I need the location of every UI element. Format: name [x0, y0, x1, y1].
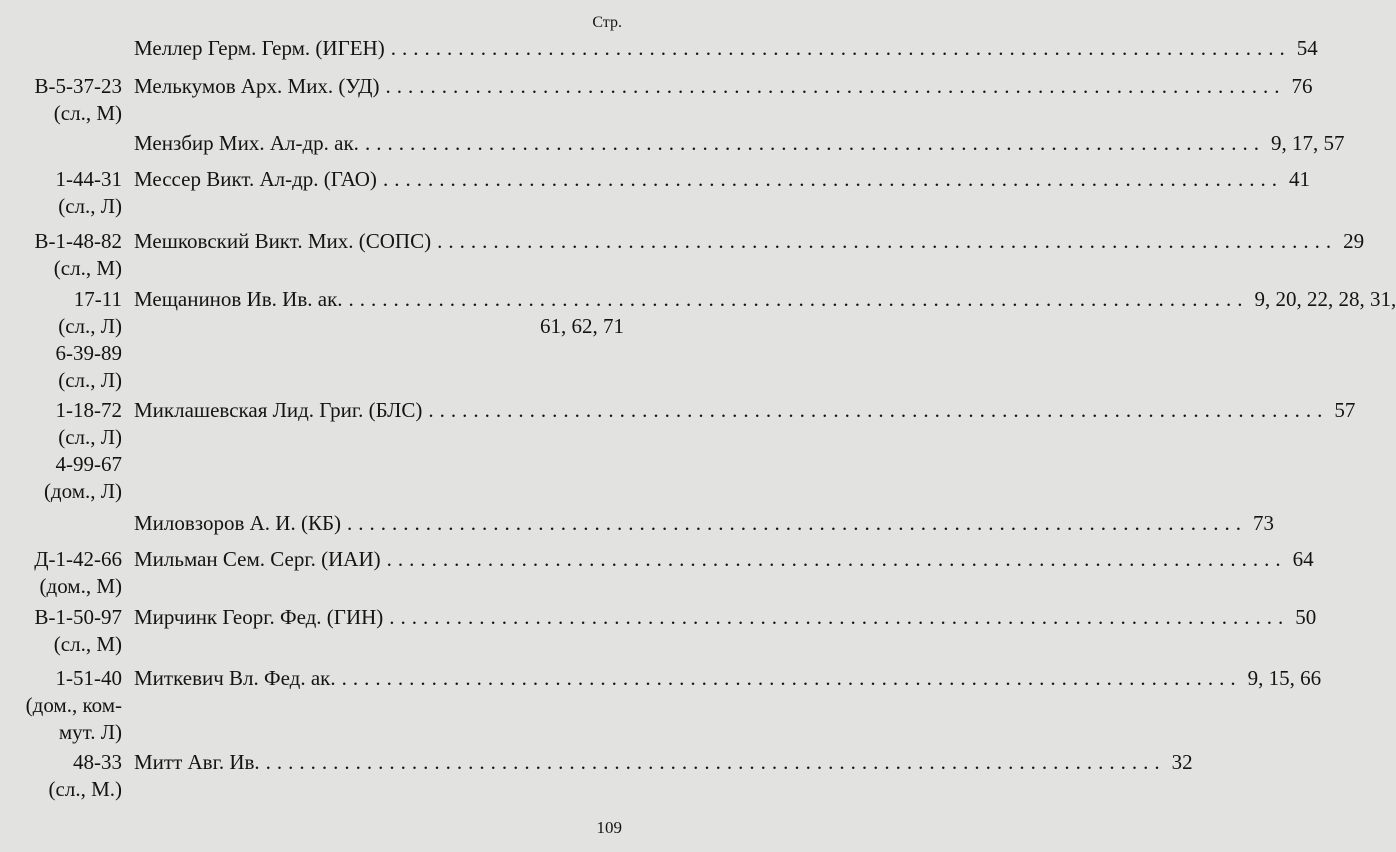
page-references: 41 [1288, 167, 1310, 191]
entry-line [134, 130, 1345, 157]
phone-note: (сл., Л) [58, 194, 122, 218]
page-references: 76 [1291, 74, 1313, 98]
entry-line [134, 604, 1317, 631]
dot-leader: ................................................................................ [265, 750, 1166, 774]
phone-number: 6-39-89 [55, 341, 122, 365]
phone-block [10, 286, 122, 394]
page-references: 9, 17, 57 [1270, 131, 1345, 155]
entry-line [134, 228, 1365, 255]
phone-note: (дом., Л) [43, 479, 122, 503]
phone-number: В-1-48-82 [34, 229, 122, 253]
dot-leader: ................................................................................ [385, 74, 1286, 98]
phone-block [10, 73, 122, 127]
entry-line [134, 166, 1310, 193]
phone-number: В-5-37-23 [34, 74, 122, 98]
dot-leader: ................................................................................ [382, 167, 1283, 191]
phone-note: мут. Л) [58, 720, 122, 744]
phone-block [10, 397, 122, 505]
dot-leader: ................................................................................ [390, 36, 1291, 60]
dot-leader: ................................................................................ [364, 131, 1265, 155]
phone-note: (сл., М.) [48, 777, 122, 801]
person-name: Мильман Сем. Серг. (ИАИ) [134, 547, 381, 571]
person-name: Миклашевская Лид. Григ. (БЛС) [134, 398, 423, 422]
phone-number: 48-33 [73, 750, 122, 774]
entry-line [134, 546, 1314, 573]
page-references: 73 [1253, 511, 1275, 535]
phone-number: 1-18-72 [55, 398, 122, 422]
dot-leader: ................................................................................ [341, 666, 1242, 690]
entry-line [134, 35, 1318, 62]
phone-block [10, 749, 122, 803]
entry-line [134, 510, 1275, 537]
phone-block [10, 166, 122, 220]
dot-leader: ................................................................................ [386, 547, 1287, 571]
phone-note: (сл., Л) [58, 425, 122, 449]
person-name: Мензбир Мих. Ал-др. ак. [134, 131, 359, 155]
person-name: Мирчинк Георг. Фед. (ГИН) [134, 605, 384, 629]
phone-note: (сл., М) [53, 101, 122, 125]
phone-number: 1-44-31 [55, 167, 122, 191]
person-name: Мелькумов Арх. Мих. (УД) [134, 74, 380, 98]
phone-number: 4-99-67 [55, 452, 122, 476]
page-references: 64 [1292, 547, 1314, 571]
person-name: Мессер Викт. Ал-др. (ГАО) [134, 167, 377, 191]
person-name: Миткевич Вл. Фед. ак. [134, 666, 336, 690]
person-name: Мешковский Викт. Мих. (СОПС) [134, 229, 432, 253]
dot-leader: ................................................................................ [347, 511, 1248, 535]
page-references: 54 [1296, 36, 1318, 60]
page-column-label: Стр. [592, 14, 622, 31]
phone-number: 1-51-40 [55, 666, 122, 690]
person-name: Мещанинов Ив. Ив. ак. [134, 287, 343, 311]
phone-note: (сл., М) [53, 256, 122, 280]
phone-block [10, 228, 122, 282]
phone-number: Д-1-42-66 [34, 547, 122, 571]
phone-note: (дом., М) [39, 574, 122, 598]
dot-leader: ................................................................................ [428, 398, 1329, 422]
dot-leader: ................................................................................ [348, 287, 1249, 311]
page-references: 57 [1334, 398, 1356, 422]
phone-block [10, 665, 122, 746]
phone-note: (сл., Л) [58, 368, 122, 392]
page-references: 9, 15, 66 [1247, 666, 1322, 690]
entry-line [134, 397, 1356, 424]
phone-note: (сл., Л) [58, 314, 122, 338]
dot-leader: ................................................................................ [437, 229, 1338, 253]
person-name: Миловзоров А. И. (КБ) [134, 511, 342, 535]
phone-block [10, 546, 122, 600]
phone-note: (дом., ком- [25, 693, 122, 717]
entry-line [134, 749, 1193, 776]
page-references: 32 [1171, 750, 1193, 774]
phone-block [10, 604, 122, 658]
page-references-continued: 61, 62, 71 [540, 314, 624, 338]
page-references: 9, 20, 22, 28, 31, [1254, 287, 1396, 311]
phone-number: 17-11 [73, 287, 122, 311]
person-name: Митт Авг. Ив. [134, 750, 260, 774]
phone-note: (сл., М) [53, 632, 122, 656]
dot-leader: ................................................................................ [389, 605, 1290, 629]
entry-line [134, 665, 1322, 692]
page-references: 29 [1343, 229, 1365, 253]
entry-line [134, 286, 1396, 313]
page-number: 109 [596, 818, 622, 837]
phone-number: В-1-50-97 [34, 605, 122, 629]
page-references: 50 [1295, 605, 1317, 629]
person-name: Меллер Герм. Герм. (ИГЕН) [134, 36, 385, 60]
entry-line [134, 73, 1313, 100]
